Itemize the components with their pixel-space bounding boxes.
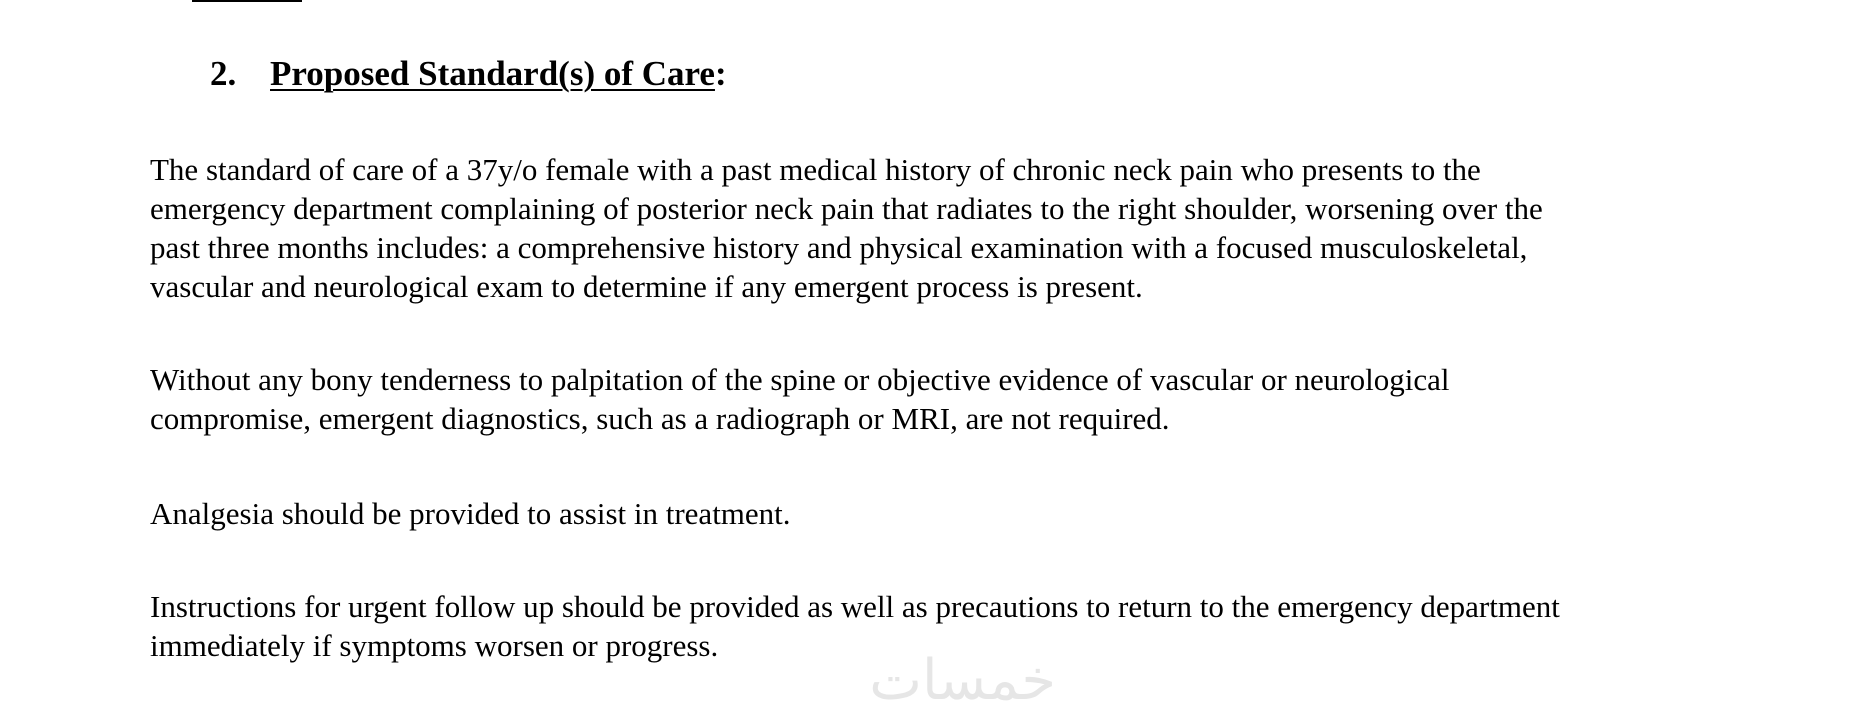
section-number: 2. xyxy=(210,54,237,93)
watermark-logo: خمسات xyxy=(869,650,1056,712)
paragraph-diagnostics xyxy=(150,360,1790,438)
paragraph-line: compromise, emergent diagnostics, such as a radiograph or MRI, are not required. xyxy=(150,401,1170,436)
section-title: Proposed Standard(s) of Care xyxy=(270,54,715,93)
paragraph-line: vascular and neurological exam to determine if any emergent process is present. xyxy=(150,269,1143,304)
top-rule xyxy=(192,0,302,2)
paragraph-line: immediately if symptoms worsen or progress. xyxy=(150,628,719,663)
paragraph-line: Analgesia should be provided to assist in treatment. xyxy=(150,496,791,531)
paragraph-line: The standard of care of a 37y/o female with a past medical history of chronic neck pain who presents to the xyxy=(150,152,1481,187)
paragraph-standard-of-care xyxy=(150,150,1790,306)
paragraph-line: Instructions for urgent follow up should be provided as well as precautions to return to the emergency department xyxy=(150,589,1560,624)
section-title-colon: : xyxy=(714,54,727,93)
paragraph-line: Without any bony tenderness to palpitation of the spine or objective evidence of vascular or neurological xyxy=(150,362,1450,397)
paragraph-line: past three months includes: a comprehensive history and physical examination with a focused musculoskeletal, xyxy=(150,230,1528,265)
paragraph-line: emergency department complaining of posterior neck pain that radiates to the right shoulder, worsening over the xyxy=(150,191,1543,226)
paragraph-analgesia xyxy=(150,494,1790,533)
section-heading xyxy=(210,52,727,96)
